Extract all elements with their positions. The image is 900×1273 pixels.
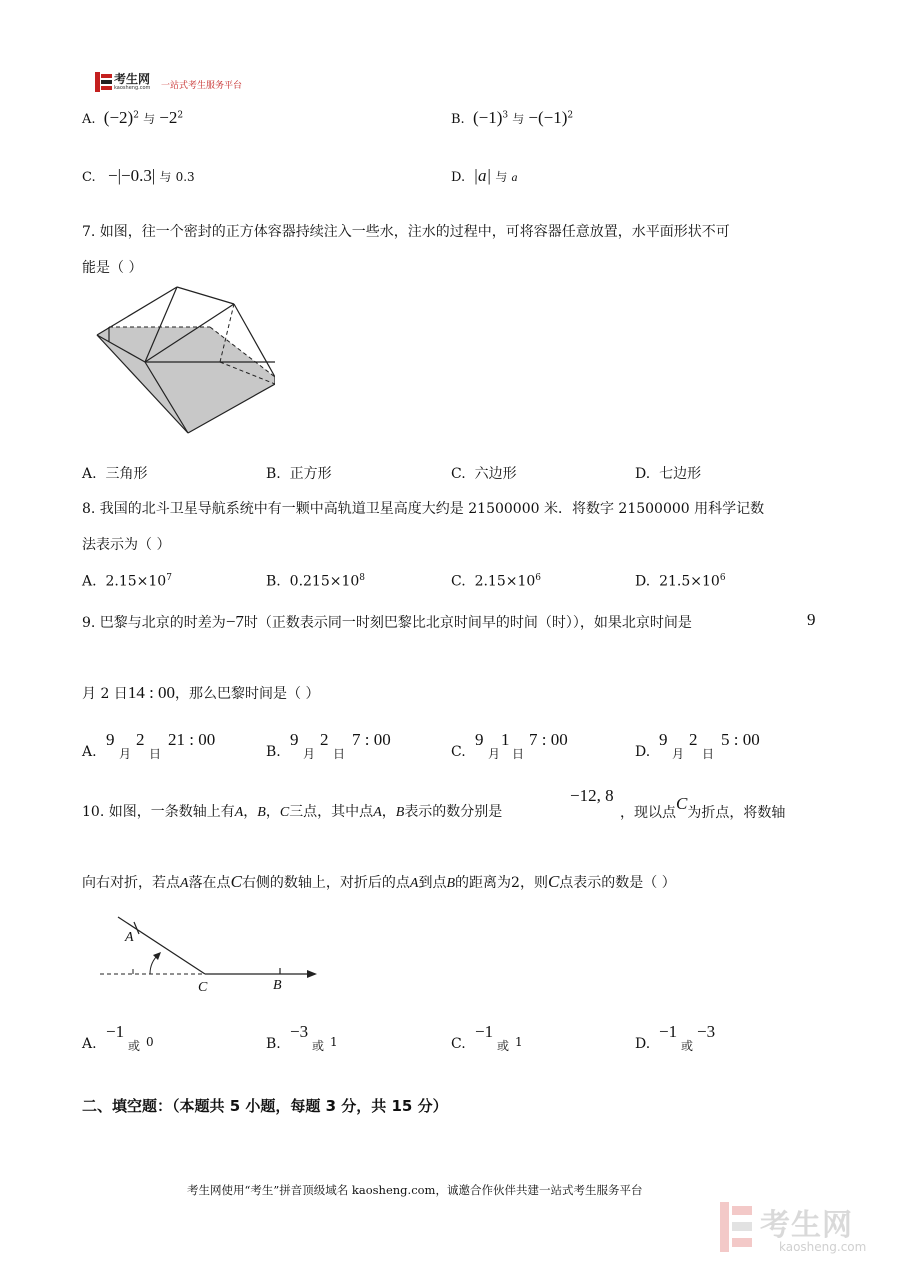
watermark-logo-icon (720, 1200, 754, 1254)
q7-stem-line2: 能是（ ） (82, 260, 143, 276)
q10-fig-label-a: A (125, 930, 134, 945)
q9-option-a: A. 9 月 2 日 21 : 00 (82, 730, 216, 761)
q9-option-d: D. 9 月 2 日 5 : 00 (635, 730, 760, 761)
q7-option-b: B. 正方形 (266, 466, 332, 482)
q10-option-a: A. −1 或 0 (82, 1022, 154, 1053)
q8-option-a: A. $2.15\times 10^7$ (82, 573, 172, 590)
water-region (97, 327, 275, 433)
q10-option-c: C. −1 或 1 (451, 1022, 523, 1053)
q7-option-a: A. 三角形 (82, 466, 148, 482)
kaosheng-logo-icon (95, 72, 113, 92)
q8-option-b: B. $0.215\times 10^8$ (266, 573, 366, 590)
q10-number-line-figure (95, 912, 325, 1002)
q6-option-a: A. $(-2)^2$ 与 $-2^2$ (82, 108, 184, 127)
q10-stem-line2: 向右对折，若点A落在点C右侧的数轴上，对折后的点A到点B的距离为2，则C点表示的数是（ ） (82, 872, 676, 891)
q9-option-b: B. 9 月 2 日 7 : 00 (266, 730, 391, 761)
logo-domain: kaosheng.com (114, 85, 151, 91)
q7-option-d: D. 七边形 (635, 466, 702, 482)
logo-slogan: 一站式考生服务平台 (161, 81, 243, 91)
q8-stem-line2: 法表示为（ ） (82, 537, 171, 553)
q7-cube-figure (90, 282, 275, 440)
q10-stem-line1-tail: ，现以点C为折点，将数轴 (620, 794, 786, 821)
q7-stem-line1: 7. 如图，往一个密封的正方体容器持续注入一些水，注水的过程中，可将容器任意放置，水平面形状不可 (82, 224, 730, 240)
page-footer: 考生网使用“考生”拼音顶级域名 kaosheng.com，诚邀合作伙伴共建一站式考生服务平台 (187, 1183, 643, 1197)
q9-option-c: C. 9 月 1 日 7 : 00 (451, 730, 568, 761)
q10-option-b: B. −3 或 1 (266, 1022, 338, 1053)
watermark-text: 考生网 (760, 1208, 853, 1243)
q10-stem-line1: 10. 如图，一条数轴上有A，B，C三点，其中点A，B表示的数分别是 (82, 804, 503, 820)
q6-option-d: D. |a| 与 a (451, 166, 518, 185)
q8-option-c: C. $2.15\times 10^6$ (451, 573, 542, 590)
q9-month-value: 9 (807, 610, 816, 629)
q10-fig-label-b: B (273, 978, 282, 993)
q10-values: −12, 8 (570, 786, 614, 805)
q7-option-c: C. 六边形 (451, 466, 517, 482)
q10-option-d: D. −1 或 −3 (635, 1022, 716, 1053)
q6-option-c: C. −|−0.3| 与 0.3 (82, 166, 195, 185)
section-2-heading: 二、填空题：（本题共 5 小题，每题 3 分，共 15 分） (82, 1097, 448, 1115)
watermark-domain: kaosheng.com (779, 1240, 867, 1254)
q8-option-d: D. $21.5\times 10^6$ (635, 573, 726, 590)
q6-option-b: B. $(-1)^3$ 与 $-(-1)^2$ (451, 108, 574, 127)
q9-stem-line2: 月 2 日14 : 00，那么巴黎时间是（ ） (82, 683, 320, 702)
q9-stem-line1: 9. 巴黎与北京的时差为−7时（正数表示同一时刻巴黎比北京时间早的时间（时）），如果北京时间是 (82, 612, 692, 631)
q8-stem-line1: 8. 我国的北斗卫星导航系统中有一颗中高轨道卫星高度大约是 21500000 米．将数字 21500000 用科学记数 (82, 501, 765, 517)
logo-text: 考生网 (114, 72, 151, 86)
q10-fig-label-c: C (198, 980, 208, 995)
